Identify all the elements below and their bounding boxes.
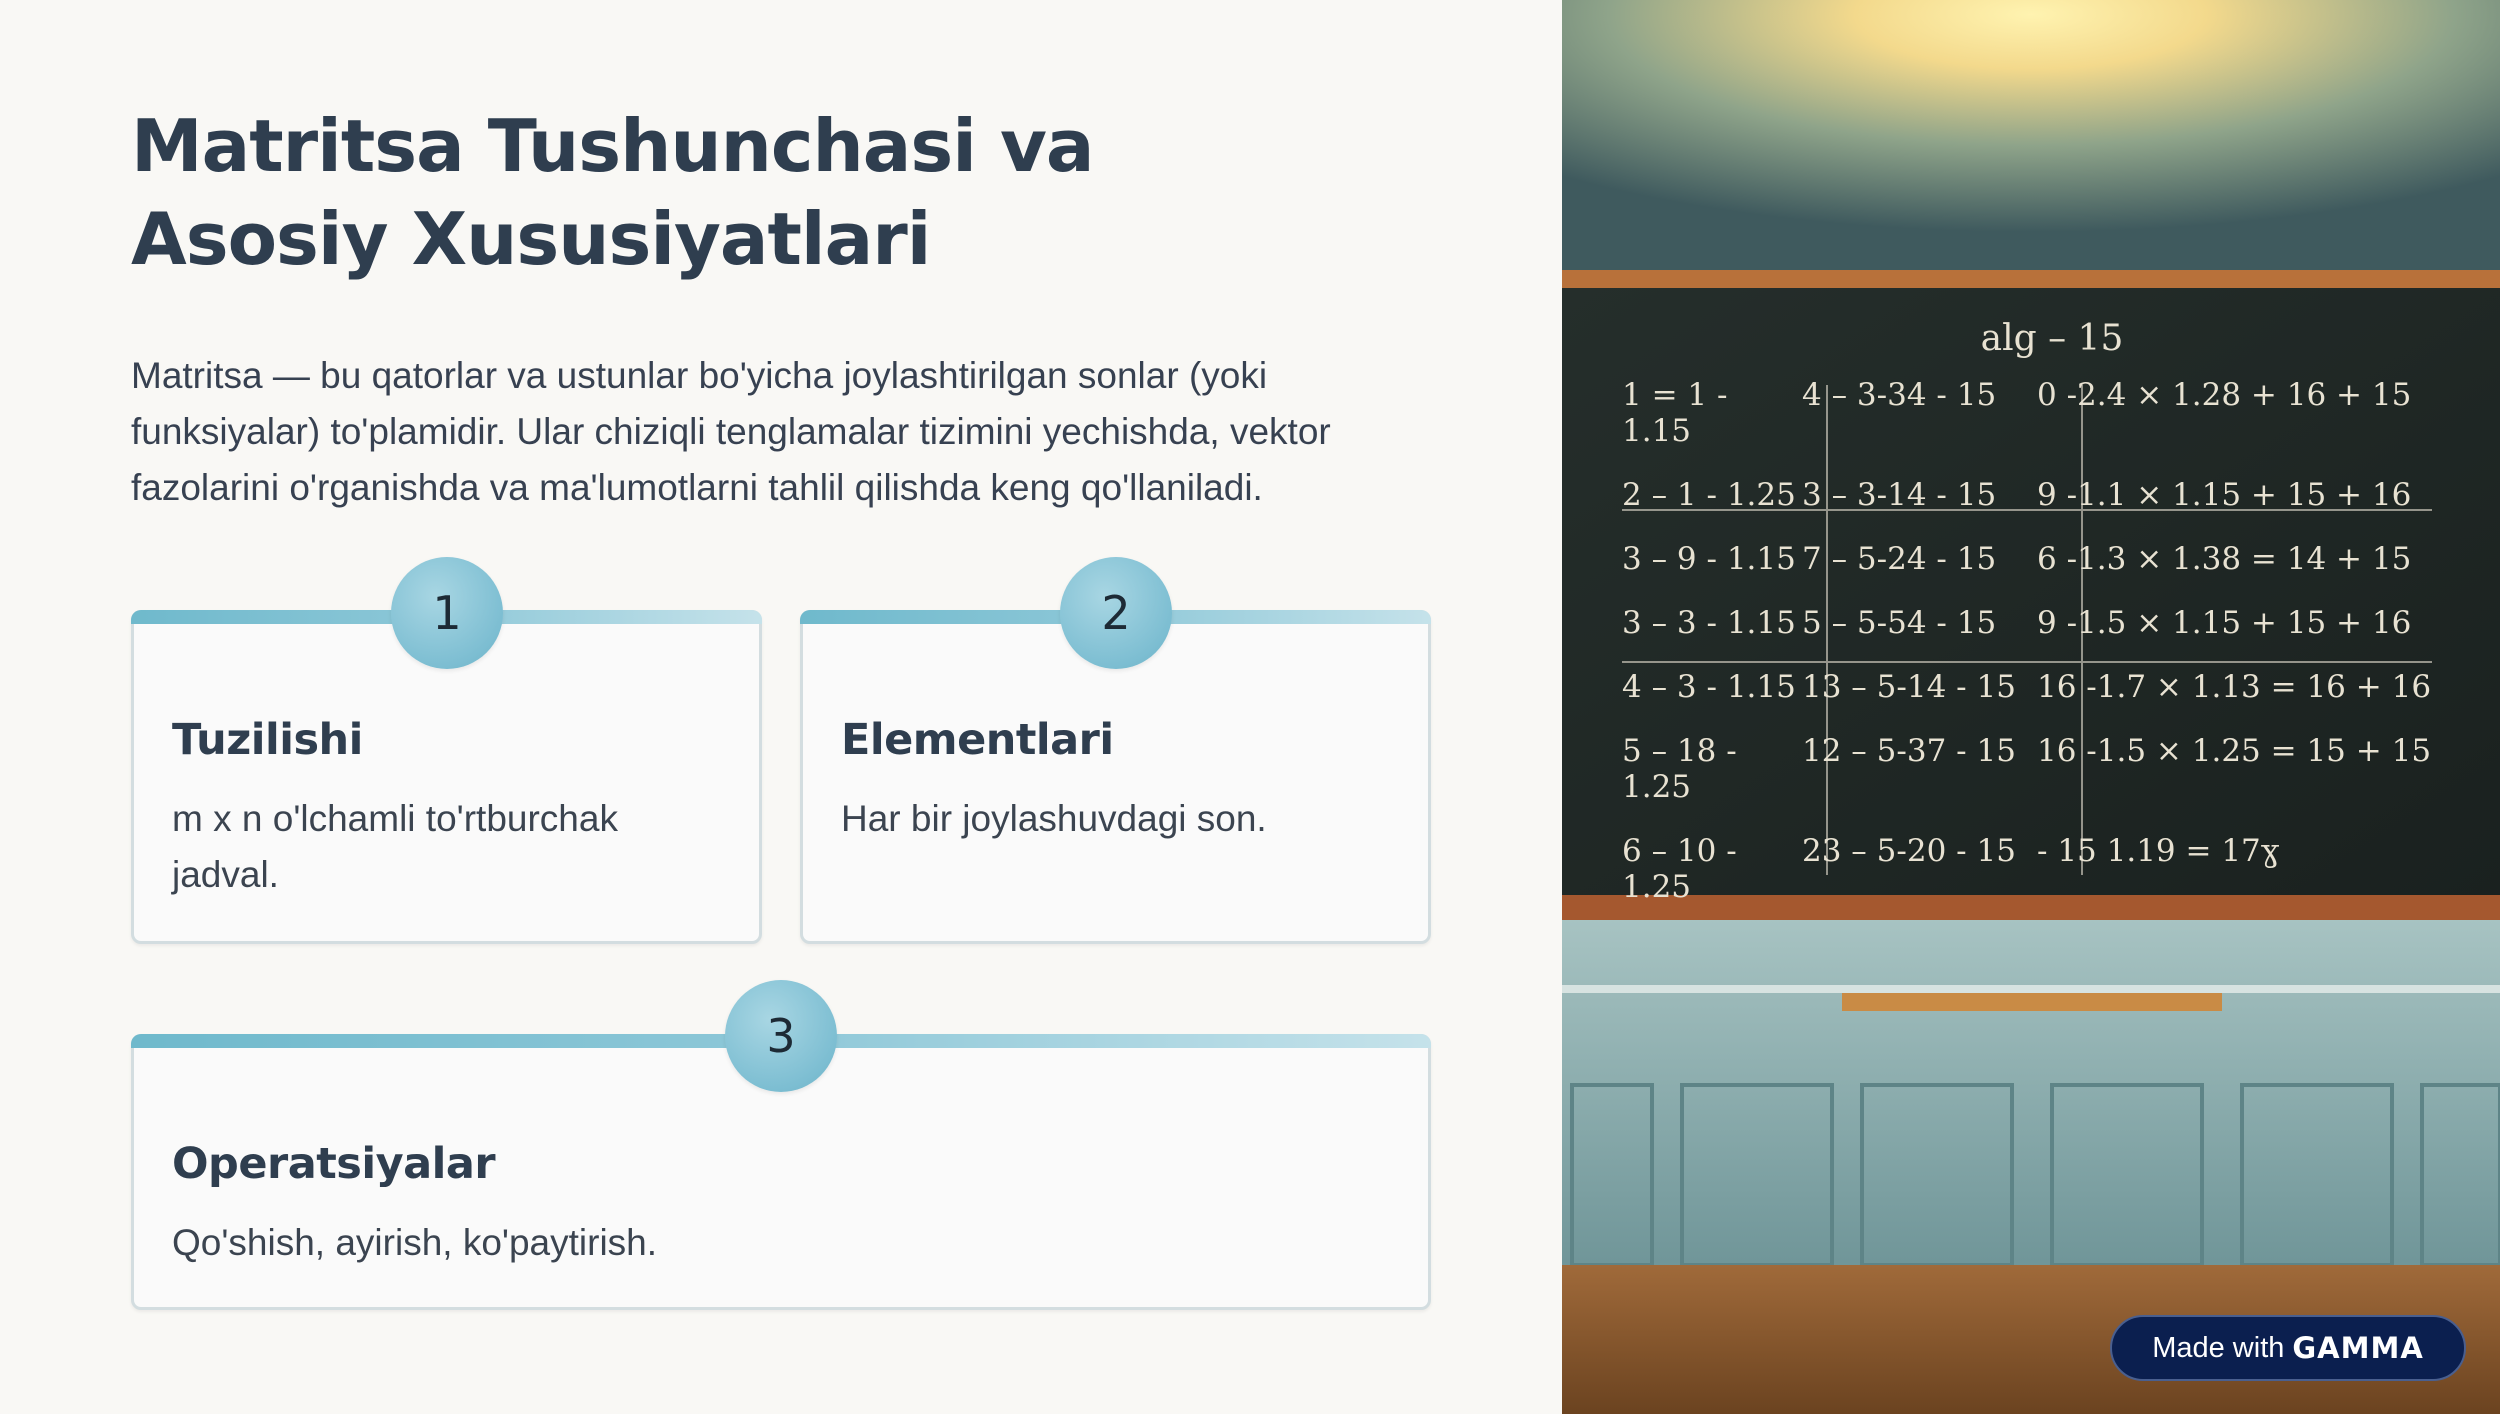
step-number-badge: 3 — [725, 980, 837, 1092]
chalk-cell: 16 -1.7 × 1.13 = 16 + 16 — [2037, 669, 2432, 705]
gamma-logo: GAMMA — [2292, 1331, 2424, 1365]
chalk-cell: 13 – 5-14 - 15 — [1802, 669, 2016, 705]
chalk-cell: 9 -1.5 × 1.15 + 15 + 16 — [2037, 605, 2412, 641]
chalk-cell: 2 – 1 - 1.25 — [1622, 477, 1796, 513]
step-number-badge: 2 — [1060, 557, 1172, 669]
page-description: Matritsa — bu qatorlar va ustunlar bo'yicha joylashtirilgan sonlar (yoki funksiyalar) to'plamidir. Ular chiziqli tenglamalar tizimini yechishda, vektor fazolarini o'rganishda va ma'lumotlarni tahlil qilishda keng qo'llaniladi. — [131, 355, 1331, 508]
page-title: Matritsa Tushunchasi va Asosiy Xususiyatlari — [131, 104, 1094, 281]
chalk-cell: 4 – 3-34 - 15 — [1802, 377, 1997, 413]
chalk-cell: 3 – 9 - 1.15 — [1622, 541, 1796, 577]
card-text: Qo'shish, ayirish, ko'paytirish. — [172, 1222, 658, 1263]
card-title: Elementlari — [841, 715, 1114, 765]
chalkboard-text — [1622, 318, 2482, 905]
made-with-gamma-button[interactable] — [2110, 1315, 2466, 1381]
chalk-cell: 3 – 3-14 - 15 — [1802, 477, 1997, 513]
card-text — [172, 791, 618, 903]
chalk-table — [1622, 377, 2482, 905]
chalk-cell: 6 – 10 - 1.25 — [1622, 833, 1737, 905]
card-text-line: m x n o'lchamli to'rtburchak — [172, 798, 618, 839]
chalk-cell: 3 – 3 - 1.15 — [1622, 605, 1796, 641]
card-title: Tuzilishi — [172, 715, 363, 765]
card-text-line: jadval. — [172, 854, 279, 895]
card-text: Har bir joylashuvdagi son. — [841, 798, 1267, 839]
chalkboard-image — [1562, 0, 2500, 1414]
chalk-cell: 5 – 18 - 1.25 — [1622, 733, 1737, 805]
chalk-cell: 4 – 3 - 1.15 — [1622, 669, 1796, 705]
chalk-cell: 7 – 5-24 - 15 — [1802, 541, 1997, 577]
chalk-cell: 6 -1.3 × 1.38 = 14 + 15 — [2037, 541, 2412, 577]
chalk-cell: 23 – 5-20 - 15 — [1802, 833, 2016, 869]
chalk-cell: 0 -2.4 × 1.28 + 16 + 15 — [2037, 377, 2412, 413]
card-title: Operatsiyalar — [172, 1139, 496, 1189]
chalk-cell: 12 – 5-37 - 15 — [1802, 733, 2016, 769]
chalk-cell: 5 – 5-54 - 15 — [1802, 605, 1997, 641]
step-number-badge: 1 — [391, 557, 503, 669]
chalk-cell: - 15 1.19 = 17ɣ — [2037, 833, 2280, 869]
chalk-header: alg – 15 — [1980, 318, 2124, 359]
chalk-cell: 9 -1.1 × 1.15 + 15 + 16 — [2037, 477, 2412, 513]
chalk-cell: 16 -1.5 × 1.25 = 15 + 15 — [2037, 733, 2432, 769]
chalk-cell: 1 = 1 - 1.15 — [1622, 377, 1728, 449]
made-with-label: Made with — [2152, 1331, 2285, 1364]
